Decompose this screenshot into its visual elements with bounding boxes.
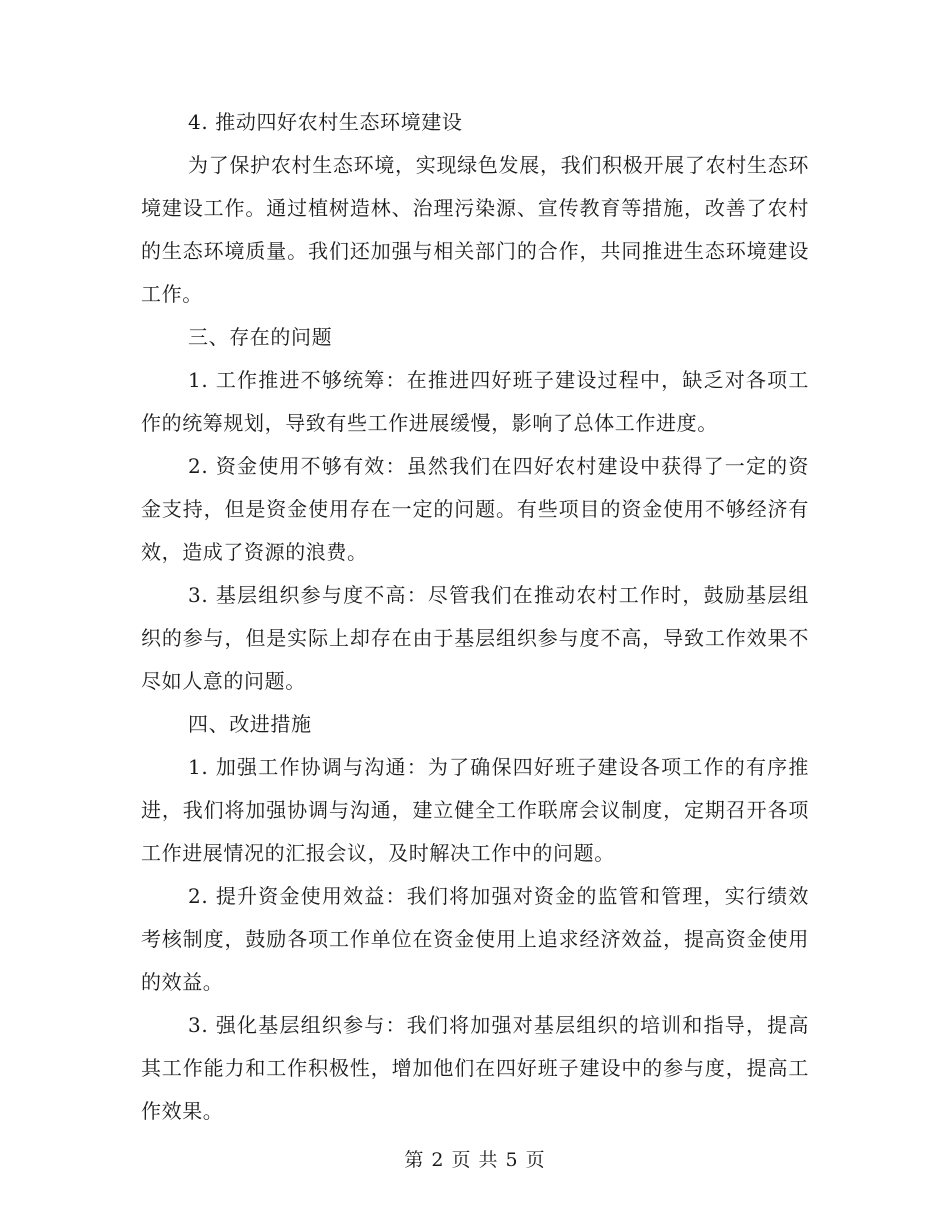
document-body — [141, 101, 809, 1133]
paragraph-measure-3: 3. 强化基层组织参与：我们将加强对基层组织的培训和指导，提高其工作能力和工作积极性，增加他们在四好班子建设中的参与度，提高工作效果。 — [141, 1013, 809, 1123]
paragraph-measure-1: 1. 加强工作协调与沟通：为了确保四好班子建设各项工作的有序推进，我们将加强协调与沟通，建立健全工作联席会议制度，定期召开各项工作进展情况的汇报会议，及时解决工作中的问题。 — [141, 755, 809, 865]
paragraph-problem-2: 2. 资金使用不够有效：虽然我们在四好农村建设中获得了一定的资金支持，但是资金使用存在一定的问题。有些项目的资金使用不够经济有效，造成了资源的浪费。 — [141, 454, 809, 564]
paragraph-problem-1: 1. 工作推进不够统筹：在推进四好班子建设过程中，缺乏对各项工作的统筹规划，导致有些工作进展缓慢，影响了总体工作进度。 — [141, 368, 809, 435]
page-number-footer: 第 2 页 共 5 页 — [404, 1149, 546, 1171]
paragraph-ecology: 为了保护农村生态环境，实现绿色发展，我们积极开展了农村生态环境建设工作。通过植树造林、治理污染源、宣传教育等措施，改善了农村的生态环境质量。我们还加强与相关部门的合作，共同推进生态环境建设工作。 — [141, 153, 809, 306]
paragraph-measure-2: 2. 提升资金使用效益：我们将加强对资金的监管和管理，实行绩效考核制度，鼓励各项工作单位在资金使用上追求经济效益，提高资金使用的效益。 — [141, 884, 809, 994]
paragraph-problem-3: 3. 基层组织参与度不高：尽管我们在推动农村工作时，鼓励基层组织的参与，但是实际上却存在由于基层组织参与度不高，导致工作效果不尽如人意的问题。 — [141, 583, 809, 693]
section-heading-problems: 三、存在的问题 — [188, 325, 333, 349]
section-heading-measures: 四、改进措施 — [188, 712, 312, 736]
section-heading-ecology: 4. 推动四好农村生态环境建设 — [188, 110, 463, 134]
